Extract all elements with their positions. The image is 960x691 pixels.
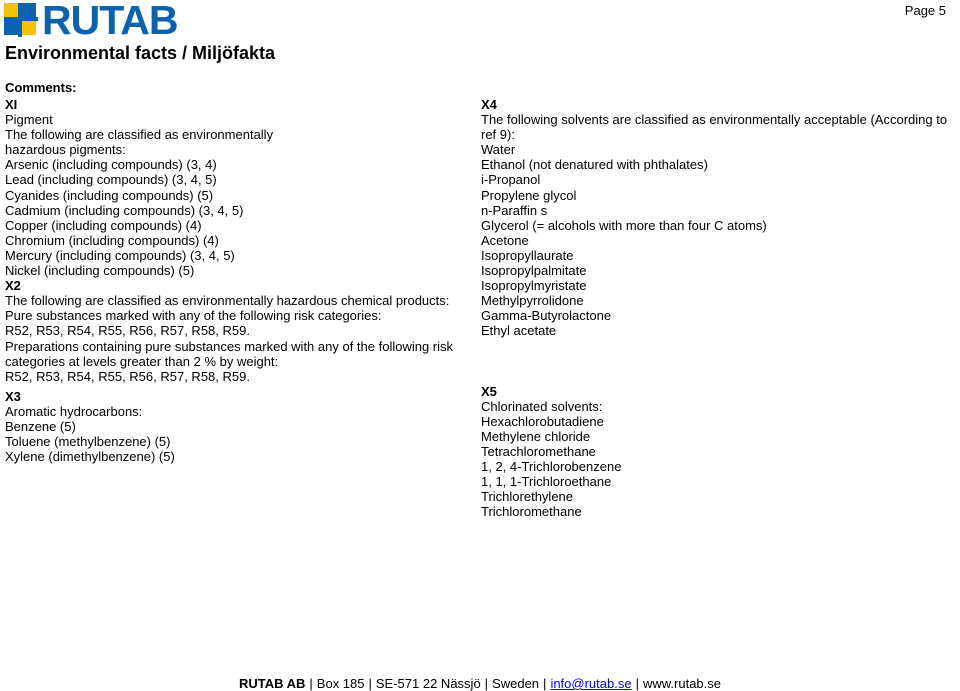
section-x5-line: Chlorinated solvents: [481,398,603,414]
rutab-logo-text: RUTAB [42,0,178,43]
rutab-logo [4,0,178,43]
section-x2-line: Preparations containing pure substances marked with any of the following risk [5,338,454,354]
section-x4-line: Propylene glycol [481,187,577,203]
footer-separator: | [635,676,639,691]
section-x2-line: The following are classified as environmentally hazardous chemical products: [5,293,450,309]
rutab-logo-mark [4,3,38,37]
page-number: Page 5 [904,3,946,18]
section-x4-line: i-Propanol [481,172,541,188]
section-x4-line: Water [481,142,516,158]
footer-box: Box 185 [316,676,365,691]
section-x4-line: Isopropylmyristate [481,278,587,294]
section-x2-line: R52, R53, R54, R55, R56, R57, R58, R59. [5,368,250,384]
section-x4-line: ref 9): [481,127,515,143]
section-x4-line: n-Paraffin s [481,202,548,218]
section-xi-line: Chromium (including compounds) (4) [5,232,219,248]
section-x2-line: R52, R53, R54, R55, R56, R57, R58, R59. [5,323,250,339]
section-x4-line: Glycerol (= alcohols with more than four C atoms) [481,217,767,233]
footer-separator: | [309,676,313,691]
section-xi-line: Lead (including compounds) (3, 4, 5) [5,172,217,188]
section-x2-list [5,293,465,384]
section-xi-line: Copper (including compounds) (4) [5,217,202,233]
section-x5-line: 1, 2, 4-Trichlorobenzene [481,458,622,474]
footer-company: RUTAB AB [238,676,306,691]
section-x3-line: Aromatic hydrocarbons: [5,403,143,419]
section-x4-line: Ethanol (not denatured with phthalates) [481,157,708,173]
section-x4-heading: X4 [481,97,497,112]
section-x5-line: 1, 1, 1-Trichloroethane [481,474,612,490]
footer-email-link[interactable]: info@rutab.se [550,676,632,691]
section-xi-line: The following are classified as environmentally [5,127,274,143]
section-x4-line: The following solvents are classified as environmentally acceptable (According to [481,112,948,128]
section-x5-list [481,399,956,520]
left-column [5,97,465,464]
section-xi-line: Arsenic (including compounds) (3, 4) [5,157,217,173]
section-x4-list [481,112,956,338]
section-xi-line: Nickel (including compounds) (5) [5,263,195,279]
section-x2-heading: X2 [5,278,21,294]
section-x3-list [5,404,465,464]
section-x2-line: Pure substances marked with any of the following risk categories: [5,308,382,324]
section-x3-heading: X3 [5,388,21,404]
section-x4-line: Gamma-Butyrolactone [481,308,612,324]
section-x4-line: Isopropylpalmitate [481,263,587,279]
section-xi-line: Pigment [5,112,53,128]
section-x5-line: Tetrachloromethane [481,443,596,459]
section-x3-line: Toluene (methylbenzene) (5) [5,434,171,450]
section-x5-heading: X5 [481,383,497,399]
footer-website[interactable]: www.rutab.se [642,676,722,691]
section-x5-line: Methylene chloride [481,428,591,444]
section-xi-line: Mercury (including compounds) (3, 4, 5) [5,247,235,263]
section-xi-line: Cadmium (including compounds) (3, 4, 5) [5,202,244,218]
footer-separator: | [368,676,372,691]
section-x3-line: Benzene (5) [5,418,76,434]
footer-separator: | [484,676,489,691]
page-title: Environmental facts / Miljöfakta [5,43,276,63]
section-x5-line: Hexachlorobutadiene [481,413,604,429]
section-x3-line: Xylene (dimethylbenzene) (5) [5,449,175,465]
section-x5-line: Trichlorethylene [481,489,574,505]
section-xi-heading: XI [5,97,18,112]
section-x4-line: Methylpyrrolidone [481,293,584,309]
section-x4-line: Ethyl acetate [481,323,557,339]
section-x5-line: Trichloromethane [481,504,582,520]
page-footer [0,676,960,691]
section-x4-line: Acetone [481,232,529,248]
section-xi-line: hazardous pigments: [5,142,126,158]
footer-country: Sweden [492,676,540,691]
section-xi-line: Cyanides (including compounds) (5) [5,187,214,203]
footer-separator: | [543,676,547,691]
right-column [481,97,956,519]
footer-address: SE-571 22 Nässjö [375,676,481,691]
comments-label: Comments: [5,80,77,95]
section-x4-line: Isopropyllaurate [481,247,574,263]
section-x2-line: categories at levels greater than 2 % by weight: [5,353,279,369]
section-xi-list [5,112,465,278]
